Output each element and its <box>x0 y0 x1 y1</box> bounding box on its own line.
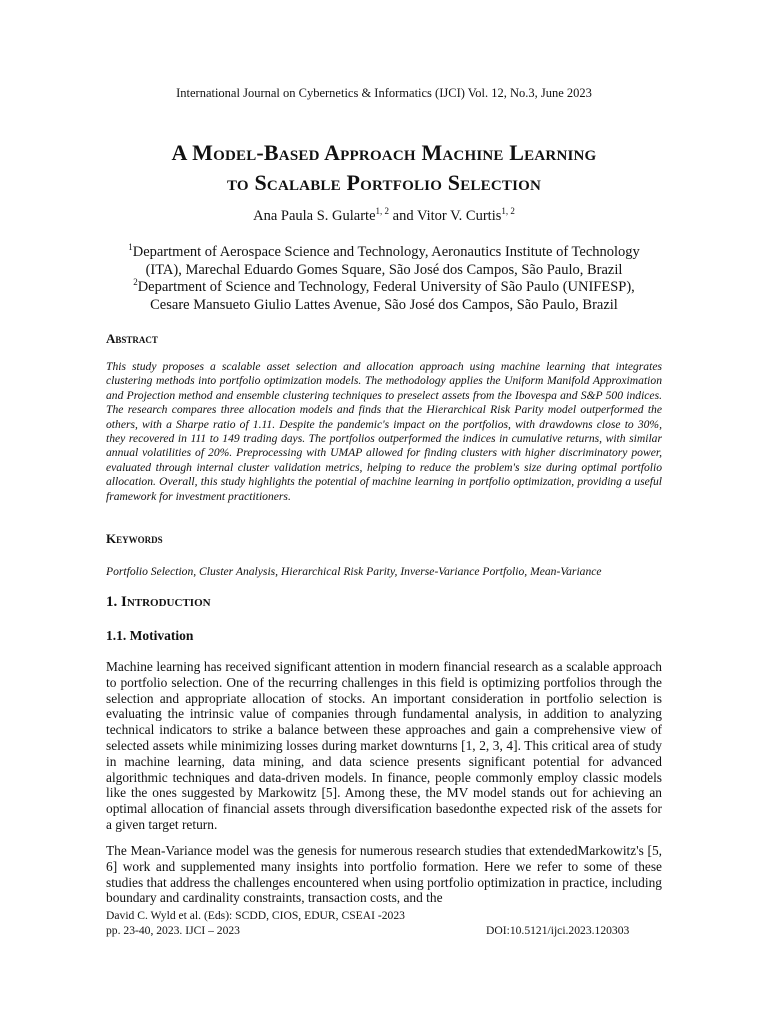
keywords-heading: Keywords <box>106 531 163 546</box>
affiliation-1-number: 1 <box>128 242 133 253</box>
introduction-heading: 1. Introduction <box>106 594 211 610</box>
affiliation-1-line-2: (ITA), Marechal Eduardo Gomes Square, São José dos Campos, São Paulo, Brazil <box>145 261 623 278</box>
author-1-affiliation: 1, 2 <box>375 206 390 217</box>
author-2-affiliation: 1, 2 <box>501 206 515 217</box>
journal-header: International Journal on Cybernetics & Informatics (IJCI) Vol. 12, No.3, June 2023 <box>176 86 592 100</box>
affiliation-1-line-1: Department of Aerospace Science and Technology, Aeronautics Institute of Technology <box>132 244 640 260</box>
footer-line-2: pp. 23-40, 2023. IJCI – 2023 <box>106 923 240 937</box>
affiliation-2 <box>100 279 668 314</box>
affiliation-2-number: 2 <box>133 277 138 288</box>
intro-paragraph-2: The Mean-Variance model was the genesis for numerous research studies that extendedMarkowitz's [5, 6] work and supplemented many insights into portfolio formation. Here we refer to some of these studies that address the challenges encountered when using portfolio optimization in practice, including boundary and cardinality constraints, transaction costs, and the <box>106 843 662 906</box>
author-1: Ana Paula S. Gularte <box>253 208 376 224</box>
title-line-2: to Scalable Portfolio Selection <box>226 170 542 195</box>
intro-paragraph-1: Machine learning has received significant attention in modern financial research as a scalable approach to portfolio selection. One of the recurring challenges in this field is optimizing portfolios through the selection and appropriate allocation of stocks. An important consideration in portfolio selection is evaluating the intrinsic value of companies through fundamental analysis, in addition to analyzing technical indicators to strike a balance between these approaches and gain a comprehensive view of selected assets while minimizing losses during market downturns [1, 2, 3, 4]. This critical area of study in machine learning, data mining, and data science presents significant potential for advanced algorithmic techniques and data-driven models. In finance, people commonly employ classic models like the ones suggested by Markowitz [5]. Among these, the MV model stands out for achieving an optimal allocation of financial assets through diversification basedonthe expected risk of the assets for a given target return. <box>106 659 662 832</box>
footer-line-1: David C. Wyld et al. (Eds): SCDD, CIOS, EDUR, CSEAI -2023 <box>106 909 405 922</box>
author-list <box>0 208 768 225</box>
footer-citation <box>106 909 405 938</box>
author-connector: and <box>389 208 417 224</box>
footer-doi: DOI:10.5121/ijci.2023.120303 <box>486 924 630 937</box>
abstract-text: This study proposes a scalable asset selection and allocation approach using machine learning that integrates clustering methods into portfolio optimization models. The methodology applies the Uniform Manifold Approximation and Projection method and ensemble clustering techniques to preselect assets from the Ibovespa and S&P 500 indices. The research compares three allocation models and finds that the Hierarchical Risk Parity model outperformed the others, with a Sharpe ratio of 1.11. Despite the pandemic's impact on the portfolios, with drawdowns close to 30%, they recovered in 111 to 149 trading days. The portfolios outperformed the indices in cumulative returns, with similar annual volatilities of 20%. Preprocessing with UMAP allowed for finding clusters with higher discriminatory power, evaluated through internal cluster validation metrics, helping to reduce the problem's size during optimal portfolio allocation. Overall, this study highlights the potential of machine learning in portfolio optimization, providing a useful framework for investment practitioners. <box>106 360 662 503</box>
author-2: Vitor V. Curtis <box>416 208 502 224</box>
abstract-heading: Abstract <box>106 331 158 346</box>
motivation-subheading: 1.1. Motivation <box>106 628 194 643</box>
affiliation-2-line-1: Department of Science and Technology, Federal University of São Paulo (UNIFESP), <box>137 279 635 295</box>
title-line-1: A Model-Based Approach Machine Learning <box>171 140 597 165</box>
paper-title <box>0 138 768 198</box>
affiliation-1 <box>100 244 668 279</box>
affiliation-2-line-2: Cesare Mansueto Giulio Lattes Avenue, São José dos Campos, São Paulo, Brazil <box>150 296 618 313</box>
keywords-text: Portfolio Selection, Cluster Analysis, Hierarchical Risk Parity, Inverse-Variance Portfolio, Mean-Variance <box>106 565 602 578</box>
